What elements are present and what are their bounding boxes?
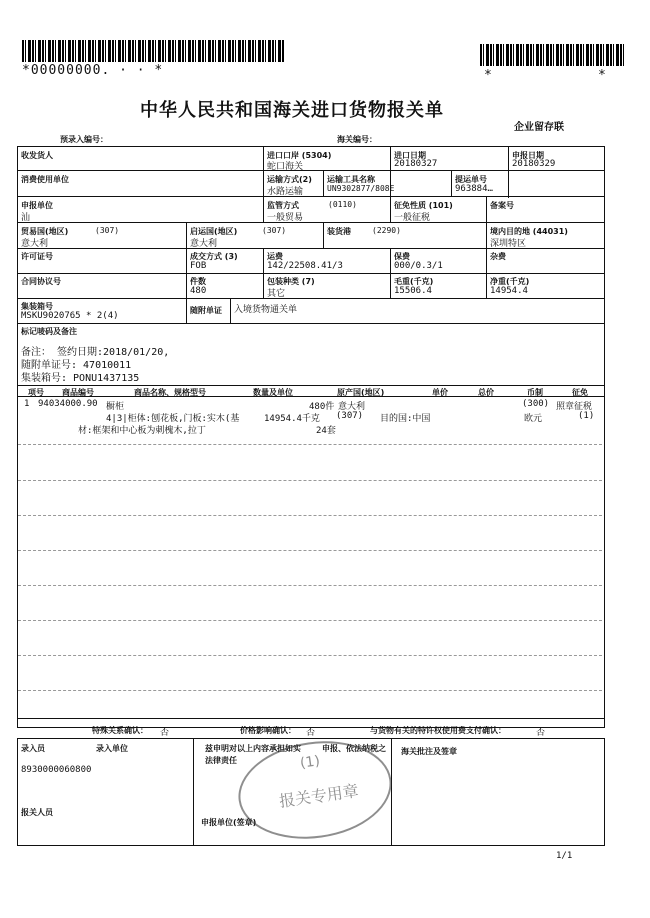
- customs-approval-label: 海关批注及签章: [401, 747, 457, 756]
- item-country-1: 意大利: [338, 402, 366, 412]
- item-separator: [18, 620, 602, 621]
- item-code: 94034000.90: [38, 399, 98, 409]
- consignee-label: 收发货人: [21, 151, 53, 160]
- vessel-label: 运输工具名称: [327, 175, 375, 184]
- page-number: 1/1: [556, 851, 573, 861]
- declare-unit-label: 申报单位(签章): [201, 818, 257, 827]
- stamp-line-2: 报关专用章: [277, 781, 360, 811]
- levy-label: 征免性质 (101): [394, 201, 453, 210]
- row-line: [17, 385, 605, 386]
- item-qty-3: 24套: [316, 426, 336, 436]
- trade-country-value: 意大利: [21, 239, 49, 249]
- dest-label: 境内目的地 (44031): [490, 227, 568, 236]
- customs-no-label: 海关编号：: [337, 135, 377, 144]
- footer-col-line: [391, 738, 392, 846]
- item-dest-country: 目的国:中国: [380, 414, 431, 424]
- levy-value: 一般征税: [394, 213, 431, 223]
- col-line: [323, 170, 324, 196]
- col-line: [486, 248, 487, 298]
- statement-text-2: 申报、依法纳税之: [322, 744, 386, 753]
- marks-line-2: 随附单证号: 47010011: [21, 360, 132, 371]
- import-date-label: 进口日期: [394, 151, 426, 160]
- deal-mode-label: 成交方式 (3): [190, 252, 238, 261]
- origin-country-label: 启运国(地区): [190, 227, 238, 236]
- row-line: [17, 222, 605, 223]
- special-relation-label: 特殊关系确认：: [92, 726, 148, 735]
- net-value: 14954.4: [490, 286, 528, 296]
- form-title: 中华人民共和国海关进口货物报关单: [140, 100, 444, 121]
- barcode-left-text: *00000000. · · *: [22, 63, 164, 78]
- item-levy-code: (1): [578, 411, 595, 421]
- insurance-value: 000/0.3/1: [394, 261, 443, 271]
- col-line: [263, 146, 264, 198]
- freight-value: 142/22508.41/3: [267, 261, 343, 271]
- docs-value: 入境货物通关单: [234, 305, 298, 315]
- col-line: [186, 298, 187, 323]
- loading-port-code: (2290): [372, 226, 401, 235]
- items-header-total: 总价: [478, 388, 494, 397]
- items-header-name: 商品名称、规格型号: [134, 388, 206, 397]
- barcode-right: [480, 44, 626, 66]
- stamp-line-1: (1): [299, 753, 321, 772]
- declarer-label: 报关人员: [21, 808, 53, 817]
- col-line: [186, 248, 187, 298]
- price-impact-label: 价格影响确认：: [240, 726, 296, 735]
- entry-unit-label: 录入单位: [96, 744, 128, 753]
- loading-port-label: 装货港: [327, 227, 351, 236]
- royalty-label: 与货物有关的特许权使用费支付确认：: [370, 726, 506, 735]
- port-label: 进口口岸 (5304): [267, 151, 332, 160]
- license-label: 许可证号: [21, 252, 53, 261]
- pre-entry-label: 预录入编号：: [60, 135, 108, 144]
- confirm-top-line: [17, 718, 605, 719]
- import-date-value: 20180327: [394, 159, 438, 169]
- item-currency: 欧元: [524, 414, 543, 424]
- item-levy-1: 照章征税: [556, 402, 593, 412]
- net-label: 净重(千克): [490, 277, 530, 286]
- special-relation-value: 否: [160, 728, 170, 738]
- consumer-label: 消费使用单位: [21, 175, 69, 184]
- col-line: [263, 248, 264, 298]
- container-value: MSKU9020765 * 2(4): [21, 311, 119, 321]
- row-line: [17, 298, 605, 299]
- supervision-label: 监管方式: [267, 201, 299, 210]
- item-name: 橱柜: [106, 402, 125, 412]
- item-separator: [18, 480, 602, 481]
- marks-line-1: 备注： 签约日期:2018/01/20,: [21, 347, 170, 358]
- trade-country-code: (307): [95, 226, 120, 235]
- footer-col-line: [193, 738, 194, 846]
- barcode-left: [22, 40, 284, 62]
- bl-value: 963884…: [455, 184, 493, 194]
- col-line: [451, 170, 452, 196]
- dest-value: 深圳特区: [490, 239, 527, 249]
- legal-text: 法律责任: [205, 756, 237, 765]
- item-spec-2: 材:框架和中心板为刺槐木,拉丁: [78, 426, 206, 436]
- price-impact-value: 否: [306, 728, 316, 738]
- pieces-value: 480: [190, 286, 207, 296]
- transport-mode-label: 运输方式(2): [267, 175, 312, 184]
- marks-line-3: 集装箱号: PONU1437135: [21, 373, 140, 384]
- items-header-code: 商品编号: [62, 388, 94, 397]
- contract-label: 合同协议号: [21, 277, 61, 286]
- col-line: [230, 298, 231, 323]
- item-country-code: (307): [336, 411, 364, 421]
- statement-text: 兹申明对以上内容承担如实: [205, 744, 301, 753]
- col-line: [390, 196, 391, 222]
- pieces-label: 件数: [190, 277, 206, 286]
- col-line: [486, 196, 487, 222]
- col-line: [486, 222, 487, 248]
- misc-label: 杂费: [490, 252, 506, 261]
- col-line: [263, 196, 264, 222]
- insurance-label: 保费: [394, 252, 410, 261]
- item-currency-code: (300): [522, 399, 550, 409]
- item-qty-2: 14954.4千克: [264, 414, 320, 424]
- items-header-levy: 征免: [572, 388, 588, 397]
- container-label: 集装箱号: [21, 302, 53, 311]
- supervision-value: 一般贸易: [267, 213, 304, 223]
- row-line: [17, 323, 605, 324]
- barcode-right-right-star: *: [598, 68, 606, 83]
- gross-label: 毛重(千克): [394, 277, 434, 286]
- royalty-value: 否: [536, 728, 546, 738]
- declare-date-label: 申报日期: [512, 151, 544, 160]
- col-line: [323, 222, 324, 248]
- copy-label: 企业留存联: [514, 122, 564, 133]
- item-separator: [18, 585, 602, 586]
- col-line: [508, 146, 509, 198]
- item-separator: [18, 655, 602, 656]
- items-header-qty: 数量及单位: [253, 388, 293, 397]
- items-header-currency: 币制: [527, 388, 543, 397]
- item-no: 1: [24, 399, 30, 409]
- gross-value: 15506.4: [394, 286, 432, 296]
- docs-label: 随附单证: [190, 306, 222, 315]
- items-header-no: 项号: [28, 388, 44, 397]
- item-separator: [18, 444, 602, 445]
- item-qty-1: 480件: [309, 402, 335, 412]
- pack-value: 其它: [267, 289, 286, 299]
- items-header-price: 单价: [432, 388, 448, 397]
- row-line: [17, 170, 605, 171]
- row-line: [17, 196, 605, 197]
- declarant-value: 汕: [21, 213, 31, 223]
- declare-date-value: 20180329: [512, 159, 556, 169]
- item-separator: [18, 550, 602, 551]
- trade-country-label: 贸易国(地区): [21, 227, 69, 236]
- entry-no-value: 8930000060800: [21, 765, 92, 775]
- supervision-code: (0110): [328, 200, 357, 209]
- item-spec-1: 4|3|柜体:刨花板,门板:实木(基: [106, 414, 240, 424]
- item-separator: [18, 515, 602, 516]
- barcode-right-left-star: *: [484, 68, 492, 83]
- freight-label: 运费: [267, 252, 283, 261]
- items-header-country: 原产国(地区): [337, 388, 385, 397]
- item-separator: [18, 690, 602, 691]
- marks-label: 标记唛码及备注: [21, 327, 77, 336]
- origin-country-code: (307): [262, 226, 287, 235]
- deal-mode-value: FOB: [190, 261, 207, 271]
- transport-mode-value: 水路运输: [267, 187, 304, 197]
- row-line: [17, 273, 605, 274]
- vessel-value: UN9302877/808E: [327, 184, 395, 193]
- origin-country-value: 意大利: [190, 239, 218, 249]
- port-value: 蛇口海关: [267, 162, 304, 172]
- pack-label: 包装种类 (7): [267, 277, 315, 286]
- bl-label: 提运单号: [455, 175, 487, 184]
- col-line: [390, 248, 391, 298]
- entry-clerk-label: 录入员: [21, 744, 45, 753]
- declarant-label: 申报单位: [21, 201, 53, 210]
- record-label: 备案号: [490, 201, 514, 210]
- col-line: [186, 222, 187, 248]
- row-line: [17, 396, 605, 397]
